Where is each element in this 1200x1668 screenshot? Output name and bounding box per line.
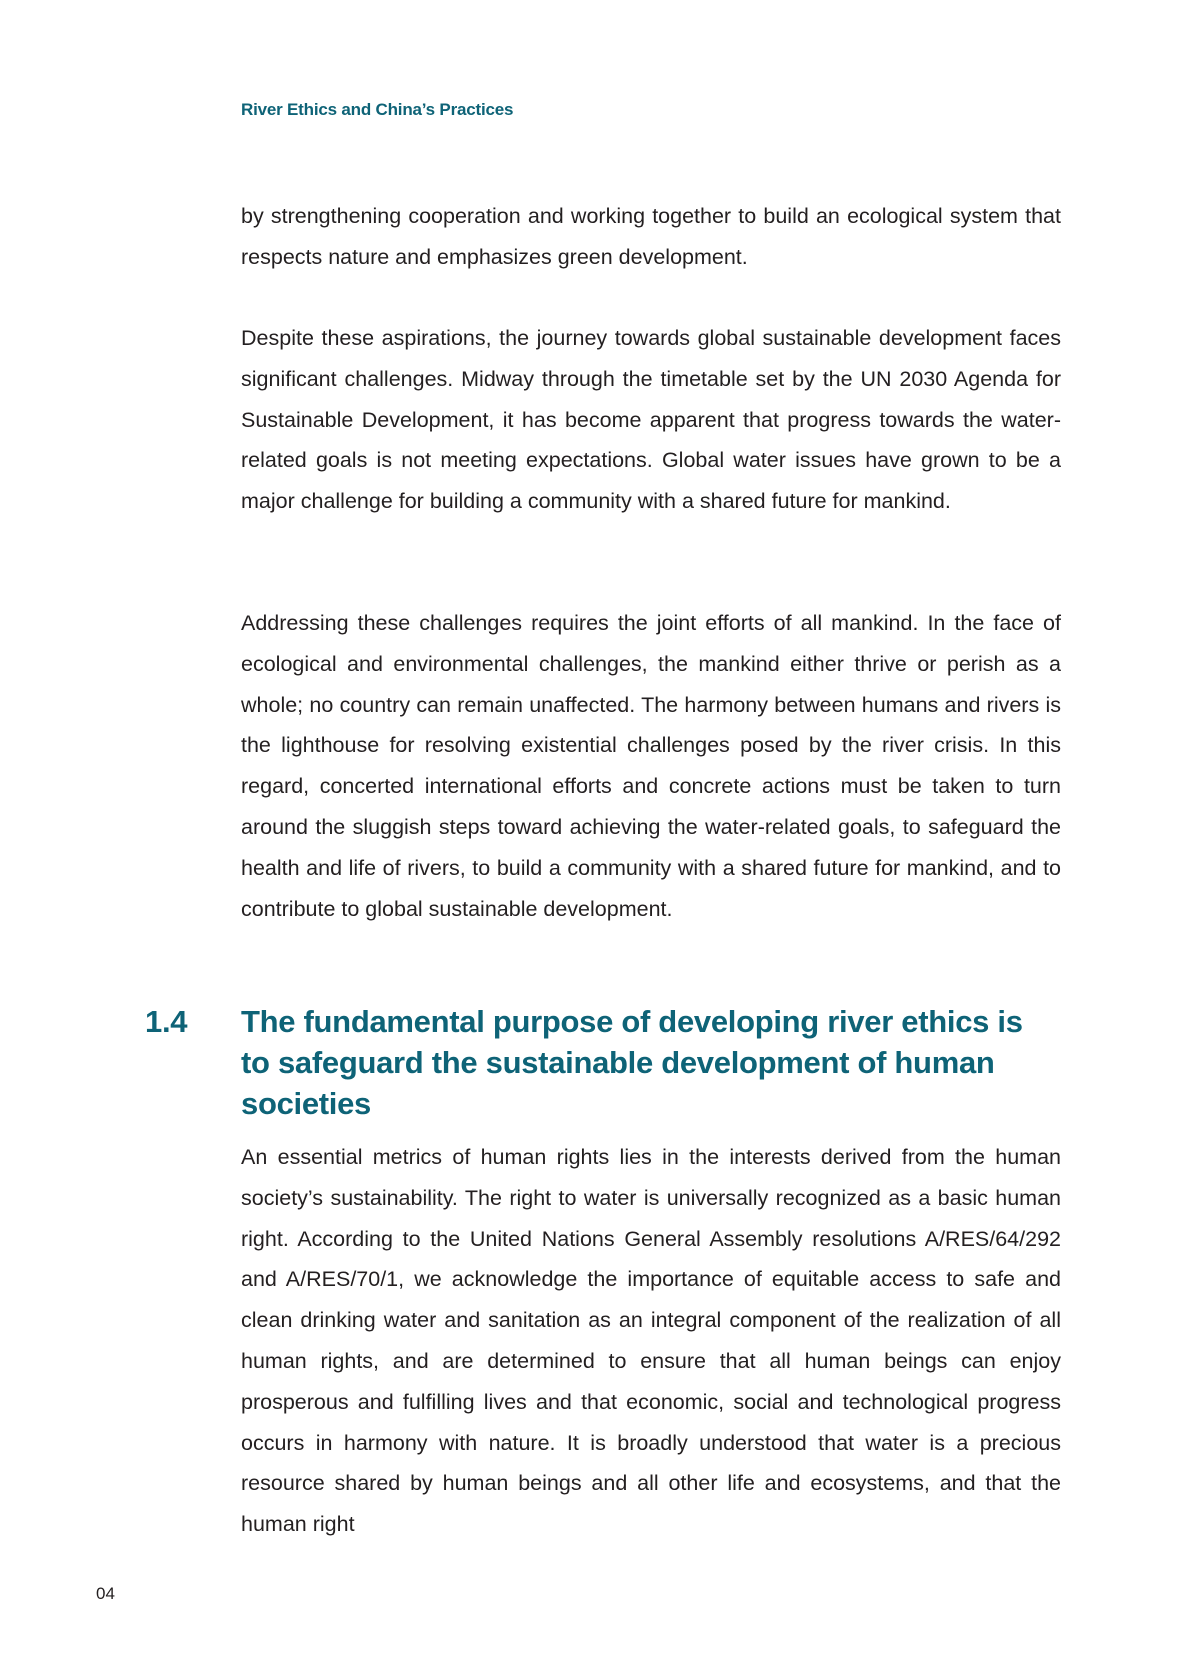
body-paragraph xyxy=(241,318,1061,522)
paragraph-text: Despite these aspirations, the journey towards global sustainable development faces significant challenges. Midway through the timetable set by the UN 2030 Agenda for Sustainable Development, it has become apparent that progress towards the water-related goals is not meeting expectations. Global water issues have grown to be a major challenge for building a community with a shared future for mankind. xyxy=(241,326,1061,514)
section-number: 1.4 xyxy=(145,1004,188,1039)
body-paragraph xyxy=(241,603,1061,929)
paragraph-text: Addressing these challenges requires the joint efforts of all mankind. In the face of ecological and environmental challenges, the mankind either thrive or perish as a whole; no country can remain unaffected. The harmony between humans and rivers is the lighthouse for resolving existential challenges posed by the river crisis. In this regard, concerted international efforts and concrete actions must be taken to turn around the sluggish steps toward achieving the water-related goals, to safeguard the health and life of rivers, to build a community with a shared future for mankind, and to contribute to global sustainable development. xyxy=(241,611,1061,921)
section-title: The fundamental purpose of developing river ethics is to safeguard the sustainable development of human societies xyxy=(241,1004,1023,1121)
paragraph-text: An essential metrics of human rights lies in the interests derived from the human society’s sustainability. The right to water is universally recognized as a basic human right. According to the United Nations General Assembly resolutions A/RES/64/292 and A/RES/70/1, we acknowledge the importance of equitable access to safe and clean drinking water and sanitation as an integral component of the realization of all human rights, and are determined to ensure that all human beings can enjoy prosperous and fulfilling lives and that economic, social and technological progress occurs in harmony with nature. It is broadly understood that water is a precious resource shared by human beings and all other life and ecosystems, and that the human right xyxy=(241,1145,1061,1537)
body-paragraph xyxy=(241,196,1061,278)
paragraph-text: by strengthening cooperation and working together to build an ecological system that respects nature and emphasizes green development. xyxy=(241,204,1061,269)
page-number: 04 xyxy=(96,1584,115,1603)
section-paragraph xyxy=(241,1137,1061,1545)
running-header: River Ethics and China’s Practices xyxy=(241,100,514,119)
